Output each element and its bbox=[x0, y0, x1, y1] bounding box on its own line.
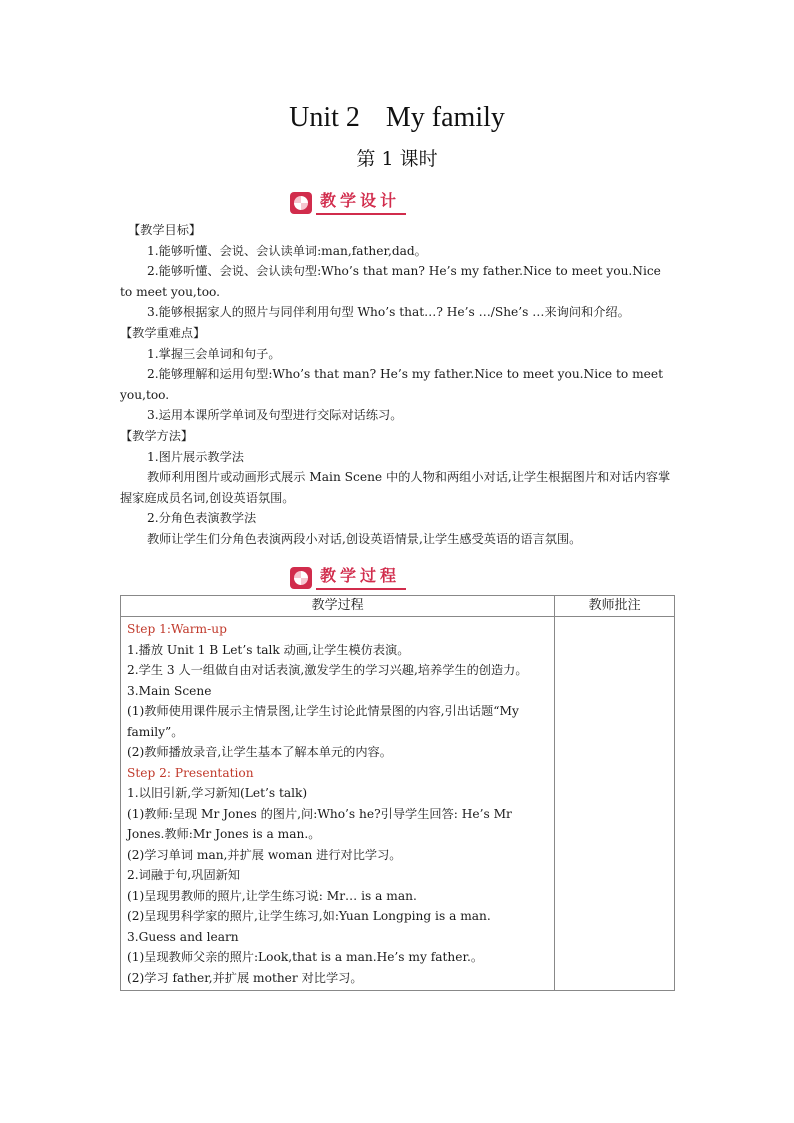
objectives-heading: 【教学目标】 bbox=[128, 223, 202, 237]
step-line: (2)学习 father,并扩展 mother 对比学习。 bbox=[127, 970, 363, 985]
step-line: 2.学生 3 人一组做自由对话表演,激发学生的学习兴趣,培养学生的创造力。 bbox=[127, 663, 528, 677]
pinwheel-icon bbox=[290, 567, 312, 589]
key-points-heading: 【教学重难点】 bbox=[120, 325, 206, 340]
section-banner-design bbox=[290, 190, 406, 216]
key-point-item: 2.能够理解和运用句型:Who’s that man? He’s my father.Nice to meet you.Nice to meet you,too. bbox=[120, 367, 664, 402]
banner-label: 教学设计 bbox=[316, 191, 406, 215]
method-description: 教师利用图片或动画形式展示 Main Scene 中的人物和两组小对话,让学生根据图片和对话内容掌握家庭成员名词,创设英语氛围。 bbox=[120, 470, 671, 505]
objective-item: 3.能够根据家人的照片与同伴利用句型 Who’s that…? He’s …/She’s …来询问和介绍。 bbox=[147, 305, 630, 320]
objective-item: 1.能够听懂、会说、会认读单词:man,father,dad。 bbox=[147, 243, 427, 258]
step-line: (2)呈现男科学家的照片,让学生练习,如:Yuan Longping is a man. bbox=[127, 909, 491, 923]
step-line: (2)教师播放录音,让学生基本了解本单元的内容。 bbox=[127, 745, 392, 759]
page-title bbox=[0, 100, 794, 136]
method-description: 教师让学生们分角色表演两段小对话,创设英语情景,让学生感受英语的语言氛围。 bbox=[147, 531, 582, 546]
column-header-notes: 教师批注 bbox=[555, 596, 675, 617]
teacher-notes-cell bbox=[555, 617, 675, 991]
table-row bbox=[121, 617, 675, 991]
pinwheel-icon bbox=[290, 192, 312, 214]
step-line: (1)呈现男教师的照片,让学生练习说: Mr… is a man. bbox=[127, 888, 417, 903]
step-line: 1.播放 Unit 1 B Let’s talk 动画,让学生模仿表演。 bbox=[127, 642, 410, 657]
step-line: (1)呈现教师父亲的照片:Look,that is a man.He’s my father.。 bbox=[127, 950, 484, 964]
banner-label: 教学过程 bbox=[316, 566, 406, 590]
unit-topic: My family bbox=[385, 102, 505, 133]
teaching-design-section bbox=[120, 220, 675, 550]
key-point-item: 1.掌握三会单词和句子。 bbox=[147, 346, 281, 361]
step-line: 2.词融于句,巩固新知 bbox=[127, 868, 241, 882]
methods-heading: 【教学方法】 bbox=[120, 428, 194, 443]
unit-label: Unit 2 bbox=[289, 102, 360, 133]
step-title: Step 2: Presentation bbox=[127, 765, 254, 780]
objective-item: 2.能够听懂、会说、会认读句型:Who’s that man? He’s my father.Nice to meet you.Nice to meet you,too. bbox=[120, 264, 661, 299]
step-line: (2)学习单词 man,并扩展 woman 进行对比学习。 bbox=[127, 847, 402, 862]
lesson-subtitle: 第 1 课时 bbox=[356, 148, 438, 170]
teaching-process-table bbox=[120, 595, 675, 991]
key-point-item: 3.运用本课所学单词及句型进行交际对话练习。 bbox=[147, 408, 403, 423]
step-line: (1)教师使用课件展示主情景图,让学生讨论此情景图的内容,引出话题“My family”。 bbox=[127, 704, 519, 739]
step-line: 3.Guess and learn bbox=[127, 929, 239, 944]
method-title: 2.分角色表演教学法 bbox=[147, 511, 257, 526]
column-header-process: 教学过程 bbox=[121, 596, 555, 617]
method-title: 1.图片展示教学法 bbox=[147, 449, 244, 464]
step-line: 1.以旧引新,学习新知(Let’s talk) bbox=[127, 786, 308, 800]
step-title: Step 1:Warm-up bbox=[127, 622, 227, 636]
table-header-row bbox=[121, 596, 675, 617]
step-line: (1)教师:呈现 Mr Jones 的图片,问:Who’s he?引导学生回答: He’s Mr Jones.教师:Mr Jones is a man.。 bbox=[127, 806, 512, 841]
step-line: 3.Main Scene bbox=[127, 683, 212, 698]
section-banner-process bbox=[290, 565, 406, 591]
process-cell bbox=[121, 617, 555, 991]
